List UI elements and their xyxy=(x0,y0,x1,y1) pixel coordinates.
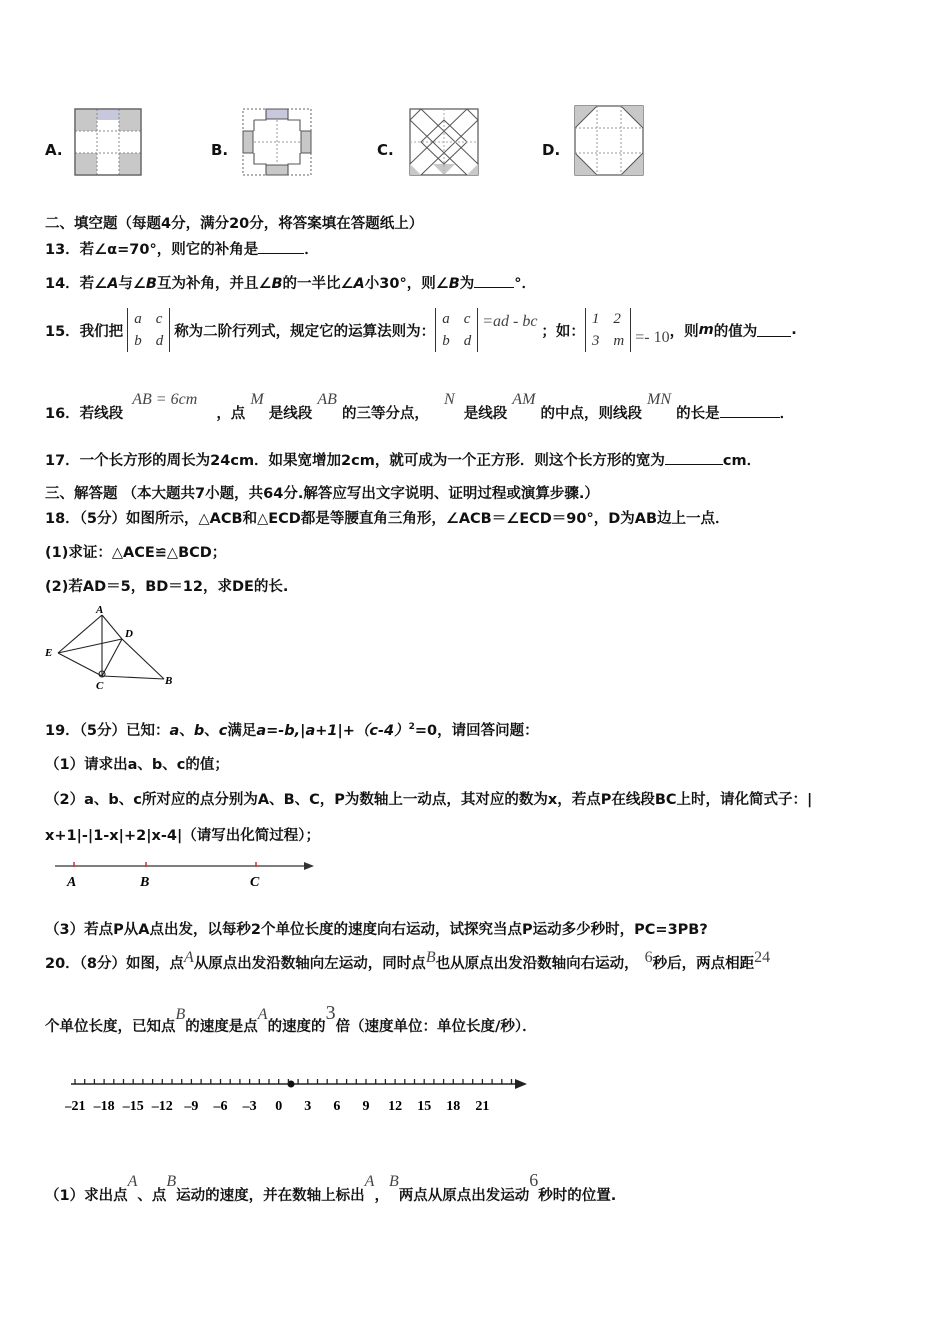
question-15: 15．我们把 a c b d 称为二阶行列式，规定它的运算法则为： a c b d =ad - bc ；如： 1 2 3 m =- 10 ，则 m 的值为 . xyxy=(45,303,797,357)
axis-label-a: A xyxy=(67,875,77,890)
question-19-part-2-line-1: （2）a、b、c所对应的点分别为A、B、C，P为数轴上一动点，其对应的数为x，若点P在线段BC上时，请化简式子：| xyxy=(45,792,813,808)
option-a-figure xyxy=(74,108,142,176)
answer-blank xyxy=(757,324,791,337)
axis-label-c: C xyxy=(250,875,260,890)
question-16: 16．若线段 AB = 6cm ，点 M 是线段 AB 的三等分点， N 是线段 AM 的中点，则线段 MN 的长是 ． xyxy=(45,391,795,422)
question-20-part-1: （1）求出点A、点B运动的速度，并在数轴上标出A，B两点从原点出发运动6秒时的位置. xyxy=(45,1170,617,1204)
axis-tick-label: –18 xyxy=(93,1099,115,1114)
option-a-label: A. xyxy=(45,141,63,159)
option-b-label: B. xyxy=(211,141,229,159)
section-3-heading: 三、解答题 （本大题共7小题，共64分.解答应写出文字说明、证明过程或演算步骤.） xyxy=(45,486,599,502)
question-20-line-2: 个单位长度，已知点B的速度是点A的速度的3倍（速度单位：单位长度/秒）． xyxy=(45,1002,537,1035)
answer-blank xyxy=(720,405,780,418)
option-d-label: D. xyxy=(542,141,561,159)
axis-tick-label: –21 xyxy=(65,1099,86,1114)
axis-tick-label: 9 xyxy=(362,1099,370,1114)
section-2-heading: 二、填空题（每题4分，满分20分，将答案填在答题纸上） xyxy=(45,216,424,232)
axis-tick-label: –15 xyxy=(122,1099,144,1114)
option-c-label: C. xyxy=(377,141,394,159)
triangle-figure xyxy=(40,600,180,692)
determinant-rule: a c b d xyxy=(435,308,478,352)
question-18-part-2: (2)若AD＝5，BD＝12，求DE的长. xyxy=(45,579,289,595)
question-18-text: 18．（5分）如图所示，△ACB和△ECD都是等腰直角三角形，∠ACB＝∠ECD＝90°，D为AB边上一点． xyxy=(45,511,730,527)
axis-tick-label: 6 xyxy=(333,1099,341,1114)
axis-tick-label: 12 xyxy=(388,1099,403,1114)
question-17: 17．一个长方形的周长为24cm．如果宽增加2cm，就可成为一个正方形．则这个长方形的宽为 cm． xyxy=(45,453,762,469)
question-18-part-1: (1)求证：△ACE≌△BCD； xyxy=(45,545,227,561)
label-b: B xyxy=(165,675,173,687)
axis-tick-label: –3 xyxy=(242,1099,257,1114)
determinant-example: 1 2 3 m xyxy=(585,308,631,352)
option-c-figure xyxy=(409,108,479,176)
number-line-20 xyxy=(65,1070,535,1120)
answer-blank xyxy=(258,241,304,254)
axis-tick-label: 3 xyxy=(304,1099,312,1114)
label-c: C xyxy=(96,680,104,692)
axis-tick-label: –9 xyxy=(184,1099,199,1114)
question-19-text: 19．（5分）已知：a、b、c满足$a=-b,|a+1|+(c-4)^2=0$，请回答问题： xyxy=(45,722,539,739)
question-19-part-3: （3）若点P从A点出发，以每秒2个单位长度的速度向右运动，试探究当点P运动多少秒时，PC=3PB? xyxy=(45,922,708,938)
option-d-figure xyxy=(574,105,644,176)
determinant-abcd: a c b d xyxy=(127,308,170,352)
question-19-part-1: （1）请求出a、b、c的值； xyxy=(45,757,229,773)
answer-blank xyxy=(665,452,723,465)
question-20-line-1: 20．（8分）如图，点A从原点出发沿数轴向左运动，同时点B也从原点出发沿数轴向右运动， 6秒后，两点相距24 xyxy=(45,949,771,972)
axis-tick-label: –6 xyxy=(213,1099,228,1114)
question-19-part-2-line-2: x+1|-|1-x|+2|x-4|（请写出化简过程）； xyxy=(45,828,320,844)
axis-tick-label: –12 xyxy=(151,1099,173,1114)
question-14: 14．若∠A与∠B互为补角，并且∠B的一半比∠A小30°，则∠B为 °． xyxy=(45,276,537,292)
axis-tick-label: 21 xyxy=(475,1099,490,1114)
axis-tick-label: 15 xyxy=(417,1099,432,1114)
label-e: E xyxy=(45,647,53,659)
number-line-abc xyxy=(50,856,320,892)
axis-tick-label: 18 xyxy=(446,1099,461,1114)
answer-blank xyxy=(474,275,514,288)
option-b-figure xyxy=(242,108,312,176)
label-d: D xyxy=(125,628,133,640)
axis-label-b: B xyxy=(140,875,150,890)
axis-tick-label: 0 xyxy=(275,1099,283,1114)
question-13: 13．若∠α=70°，则它的补角是 ． xyxy=(45,242,319,258)
label-a: A xyxy=(96,604,104,616)
